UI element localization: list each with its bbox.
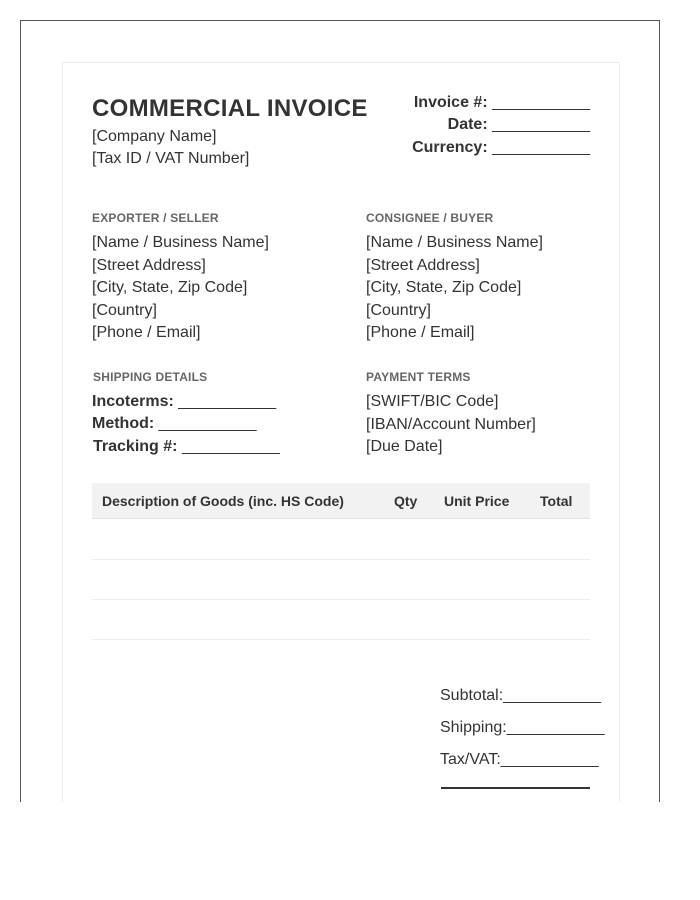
- incoterms-blank: ___________: [178, 393, 277, 410]
- shipping-total-row: Shipping:___________: [440, 719, 605, 736]
- payment-heading: PAYMENT TERMS: [366, 370, 471, 384]
- currency-blank: ___________: [492, 139, 590, 156]
- column-total: Total: [540, 493, 573, 509]
- date-blank: ___________: [492, 116, 590, 133]
- tax-id: [Tax ID / VAT Number]: [92, 150, 250, 167]
- payment-line: [SWIFT/BIC Code]: [366, 393, 499, 410]
- method-label: Method:: [92, 415, 155, 432]
- consignee-line: [Street Address]: [366, 256, 480, 274]
- table-row: [92, 639, 590, 640]
- incoterms-label: Incoterms:: [92, 393, 174, 410]
- consignee-heading: CONSIGNEE / BUYER: [366, 211, 494, 225]
- column-qty: Qty: [394, 493, 418, 509]
- table-row: [92, 559, 590, 560]
- invoice-number-label: Invoice #:: [413, 94, 488, 111]
- method-blank: ___________: [158, 415, 257, 432]
- shipping-heading: SHIPPING DETAILS: [93, 370, 208, 384]
- exporter-address: [92, 232, 269, 345]
- tracking-row: [93, 438, 280, 456]
- exporter-line: [Street Address]: [92, 256, 206, 274]
- invoice-title: COMMERCIAL INVOICE: [92, 95, 368, 122]
- tracking-label: Tracking #:: [93, 438, 178, 455]
- date-row: [448, 116, 590, 134]
- exporter-line: [Country]: [92, 301, 157, 319]
- payment-line: [IBAN/Account Number]: [366, 415, 536, 433]
- payment-details: [366, 391, 536, 459]
- tracking-blank: ___________: [181, 438, 280, 455]
- goods-table-header: [92, 483, 590, 519]
- subtotal-row: Subtotal:___________: [440, 687, 602, 704]
- column-unit-price: Unit Price: [444, 493, 510, 509]
- payment-line: [Due Date]: [366, 438, 443, 455]
- column-description: Description of Goods (inc. HS Code): [102, 493, 344, 509]
- consignee-line: [Name / Business Name]: [366, 234, 543, 251]
- invoice-number-row: [414, 94, 590, 112]
- incoterms-row: [92, 393, 276, 411]
- consignee-address: [366, 232, 543, 345]
- company-name: [Company Name]: [92, 128, 217, 145]
- consignee-line: [City, State, Zip Code]: [366, 279, 522, 296]
- consignee-line: [Phone / Email]: [366, 324, 475, 341]
- currency-row: [412, 139, 590, 157]
- tax-row: Tax/VAT:___________: [440, 751, 599, 768]
- invoice-number-blank: ___________: [492, 94, 590, 111]
- consignee-line: [Country]: [366, 301, 431, 319]
- table-row: [92, 599, 590, 600]
- grand-total-rule: [441, 787, 590, 789]
- currency-label: Currency:: [412, 139, 488, 156]
- method-row: [92, 415, 257, 433]
- exporter-line: [Name / Business Name]: [92, 234, 269, 251]
- exporter-line: [City, State, Zip Code]: [92, 279, 248, 296]
- exporter-line: [Phone / Email]: [92, 324, 201, 341]
- date-label: Date:: [447, 116, 488, 133]
- exporter-heading: EXPORTER / SELLER: [92, 211, 219, 225]
